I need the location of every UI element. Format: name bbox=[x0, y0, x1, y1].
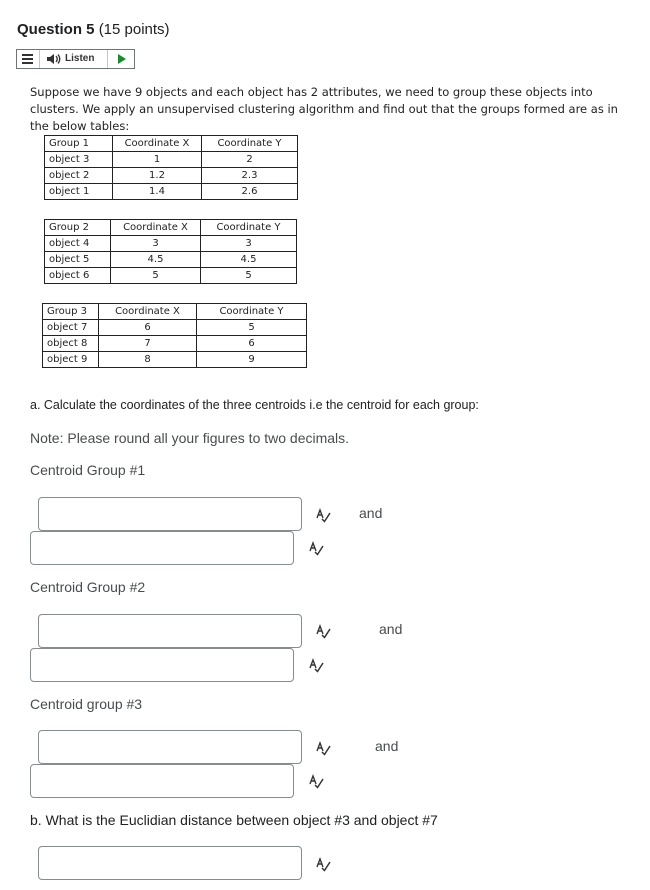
table-cell: 7 bbox=[99, 336, 197, 352]
table-cell: 8 bbox=[99, 352, 197, 368]
table-cell: 5 bbox=[201, 268, 297, 284]
table-cell: object 8 bbox=[43, 336, 99, 352]
table-cell: 1.4 bbox=[113, 184, 202, 200]
table-cell: object 2 bbox=[45, 168, 113, 184]
play-icon bbox=[118, 54, 126, 64]
table-cell: object 7 bbox=[43, 320, 99, 336]
table-cell: object 4 bbox=[45, 236, 111, 252]
table-header: Coordinate Y bbox=[197, 304, 307, 320]
distance-answer-input[interactable] bbox=[38, 846, 302, 880]
group-3-table bbox=[42, 303, 307, 368]
table-cell: 5 bbox=[197, 320, 307, 336]
spellcheck-icon[interactable] bbox=[315, 507, 331, 523]
listen-button[interactable]: Listen bbox=[65, 53, 95, 64]
table-cell: 6 bbox=[197, 336, 307, 352]
table-cell: object 9 bbox=[43, 352, 99, 368]
part-b-prompt: b. What is the Euclidian distance between object #3 and object #7 bbox=[30, 812, 438, 828]
listen-toolbar bbox=[16, 49, 135, 69]
centroid-2-y-input[interactable] bbox=[30, 648, 294, 682]
spellcheck-icon[interactable] bbox=[315, 623, 331, 639]
centroid-2-x-input[interactable] bbox=[38, 614, 302, 648]
table-header: Group 3 bbox=[43, 304, 99, 320]
question-title: Question 5 (15 points) bbox=[17, 21, 170, 38]
table-cell: 1.2 bbox=[113, 168, 202, 184]
table-cell: 3 bbox=[111, 236, 201, 252]
table-cell: 6 bbox=[99, 320, 197, 336]
table-cell: object 5 bbox=[45, 252, 111, 268]
spellcheck-icon[interactable] bbox=[315, 740, 331, 756]
part-a-prompt: a. Calculate the coordinates of the three centroids i.e the centroid for each group: bbox=[30, 398, 479, 412]
table-cell: 2.3 bbox=[202, 168, 298, 184]
group-2-table bbox=[44, 219, 297, 284]
table-cell: object 1 bbox=[45, 184, 113, 200]
table-cell: 2.6 bbox=[202, 184, 298, 200]
spellcheck-icon[interactable] bbox=[308, 657, 324, 673]
table-header: Coordinate X bbox=[113, 136, 202, 152]
table-header: Coordinate Y bbox=[201, 220, 297, 236]
menu-icon[interactable] bbox=[17, 50, 40, 68]
question-intro: Suppose we have 9 objects and each object has 2 attributes, we need to group these objects into clusters. We apply an unsupervised clustering algorithm and find out that the groups formed are as in the below tables: bbox=[30, 85, 618, 133]
table-cell: 4.5 bbox=[201, 252, 297, 268]
centroid-group-1-label: Centroid Group #1 bbox=[30, 462, 146, 478]
table-header: Coordinate Y bbox=[202, 136, 298, 152]
table-cell: 2 bbox=[202, 152, 298, 168]
table-cell: 4.5 bbox=[111, 252, 201, 268]
and-label: and bbox=[375, 738, 399, 754]
group-1-table bbox=[44, 135, 298, 200]
speaker-icon[interactable] bbox=[46, 53, 62, 65]
centroid-group-3-label: Centroid group #3 bbox=[30, 696, 143, 712]
spellcheck-icon[interactable] bbox=[308, 773, 324, 789]
rounding-note: Note: Please round all your figures to two decimals. bbox=[30, 430, 350, 446]
centroid-1-y-input[interactable] bbox=[30, 531, 294, 565]
table-header: Group 2 bbox=[45, 220, 111, 236]
table-header: Coordinate X bbox=[111, 220, 201, 236]
centroid-3-y-input[interactable] bbox=[30, 764, 294, 798]
table-cell: object 6 bbox=[45, 268, 111, 284]
table-header: Group 1 bbox=[45, 136, 113, 152]
centroid-3-x-input[interactable] bbox=[38, 730, 302, 764]
spellcheck-icon[interactable] bbox=[308, 540, 324, 556]
play-button[interactable] bbox=[107, 50, 136, 68]
table-cell: object 3 bbox=[45, 152, 113, 168]
and-label: and bbox=[379, 621, 403, 637]
centroid-group-2-label: Centroid Group #2 bbox=[30, 579, 146, 595]
table-cell: 3 bbox=[201, 236, 297, 252]
table-header: Coordinate X bbox=[99, 304, 197, 320]
table-cell: 1 bbox=[113, 152, 202, 168]
table-cell: 5 bbox=[111, 268, 201, 284]
table-cell: 9 bbox=[197, 352, 307, 368]
centroid-1-x-input[interactable] bbox=[38, 497, 302, 531]
and-label: and bbox=[359, 505, 383, 521]
spellcheck-icon[interactable] bbox=[315, 856, 331, 872]
